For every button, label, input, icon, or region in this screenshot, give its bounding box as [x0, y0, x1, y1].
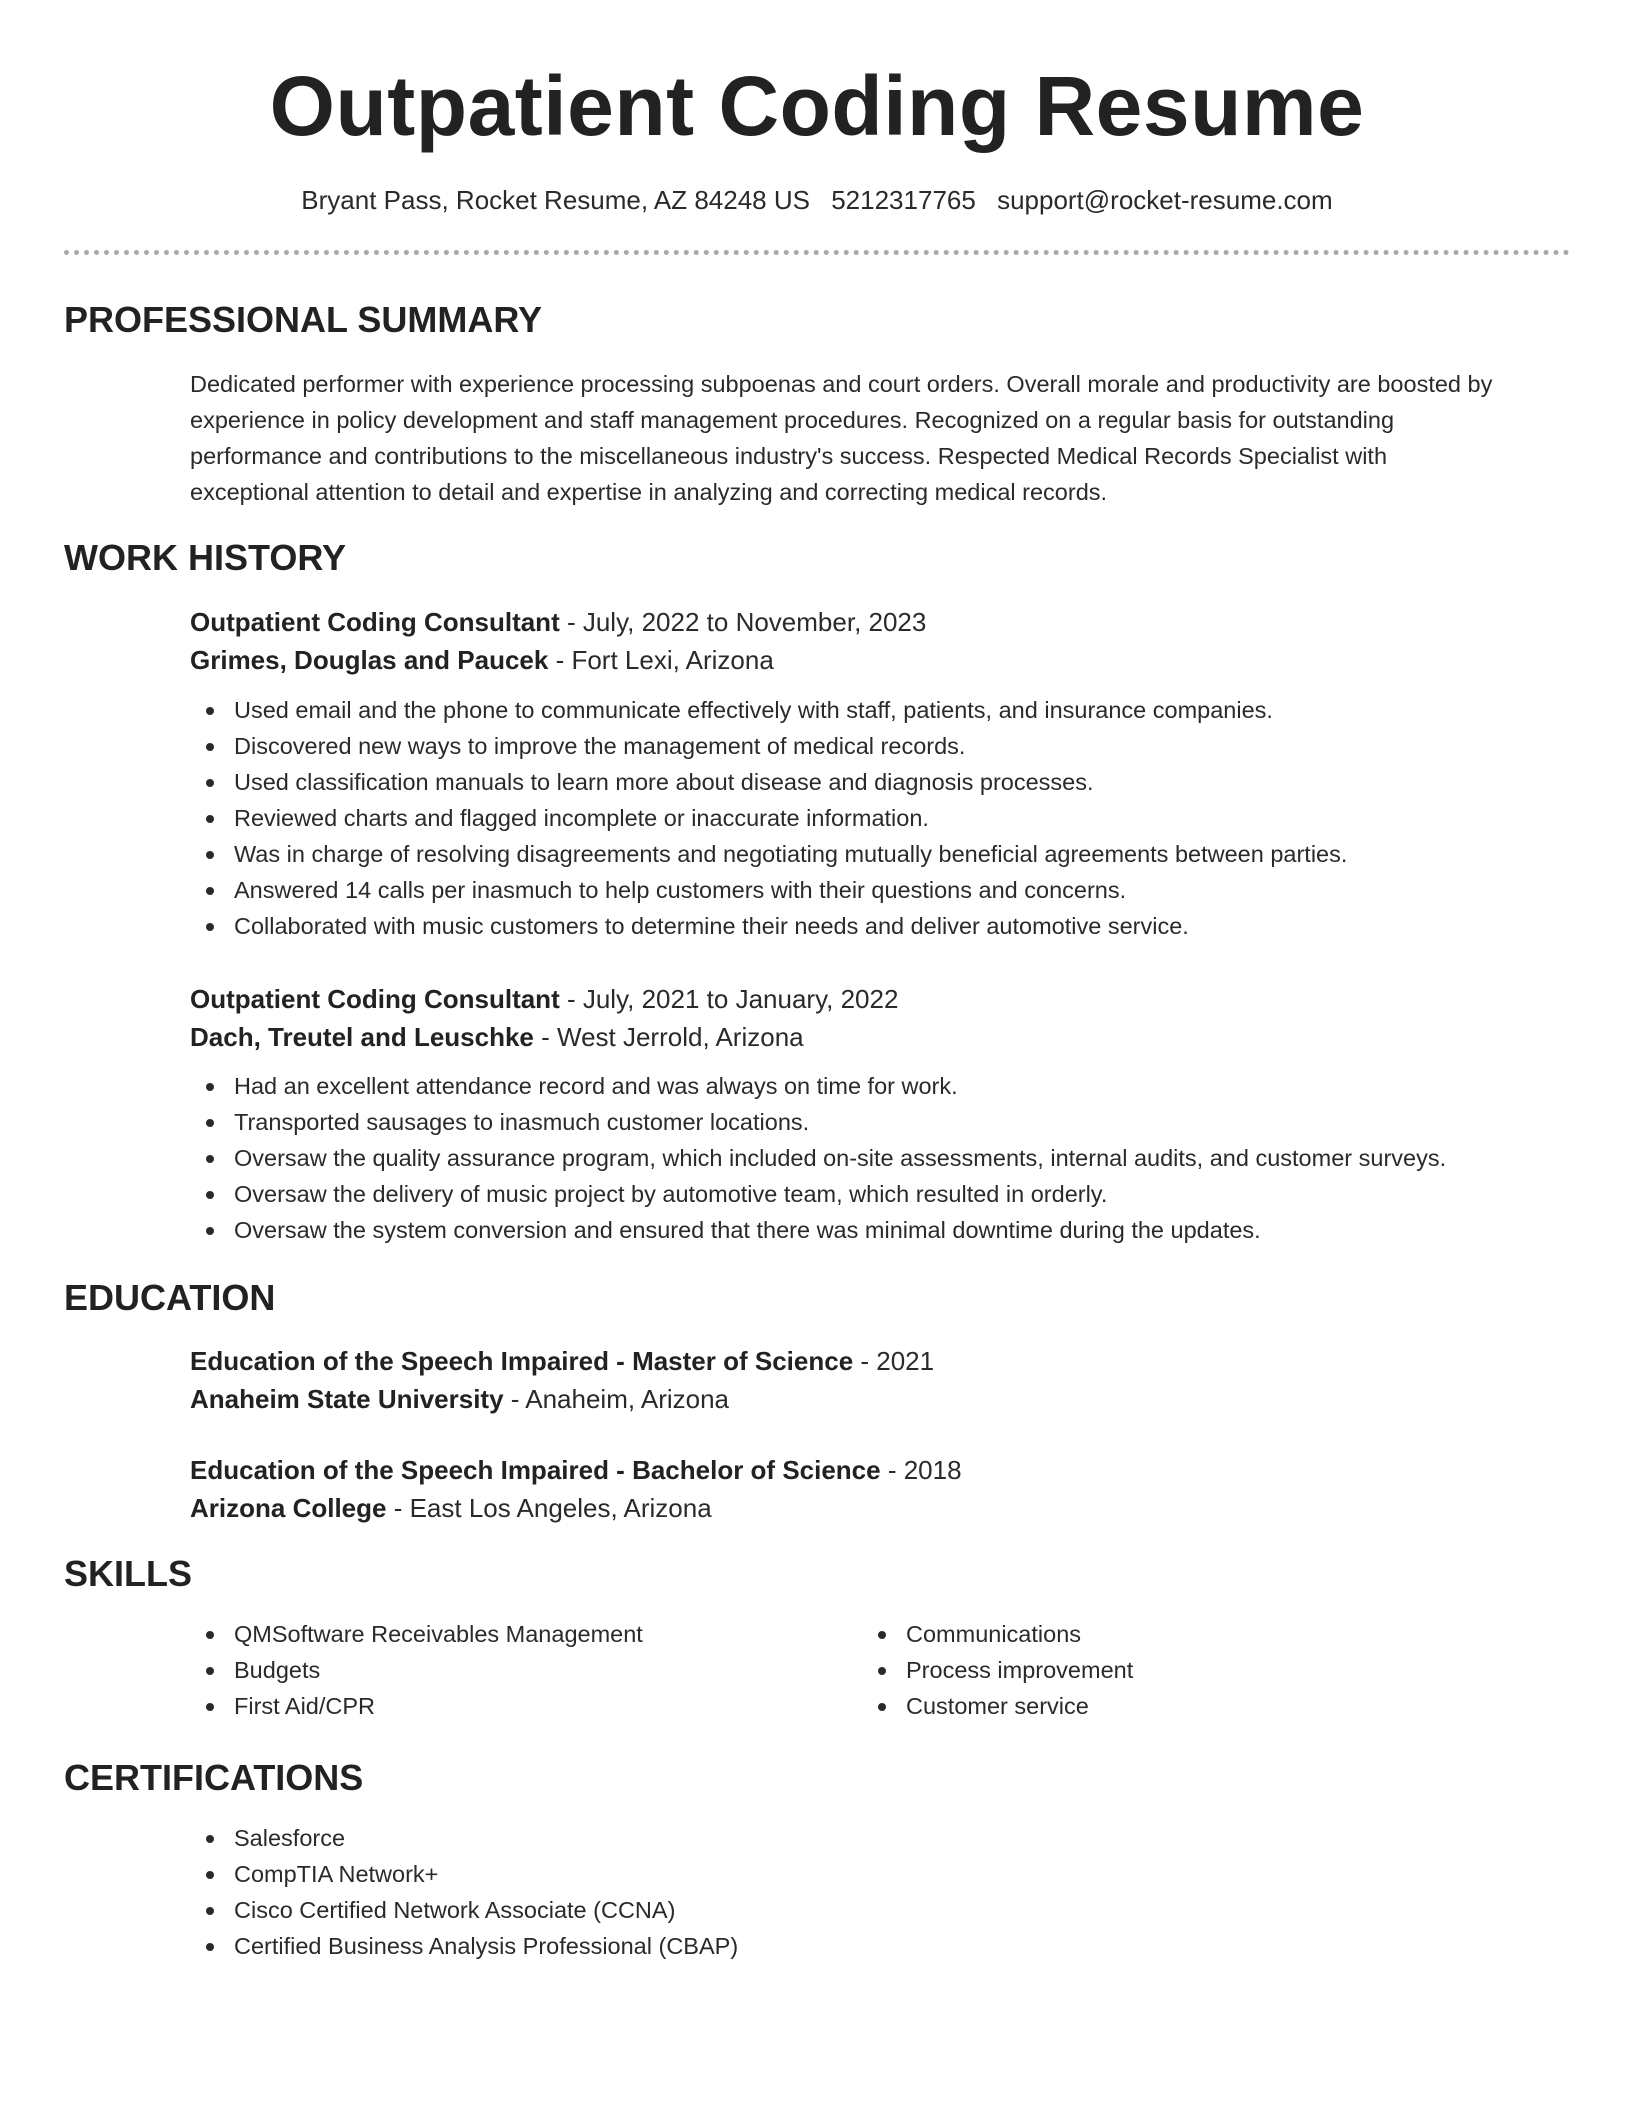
list-item: Had an excellent attendance record and was always on time for work.: [190, 1068, 1570, 1104]
certification-item: Certified Business Analysis Professional (CBAP): [190, 1928, 1570, 1964]
job-title-line: [190, 980, 1570, 1018]
list-item: Was in charge of resolving disagreements and negotiating mutually beneficial agreements between parties.: [190, 836, 1570, 872]
list-item: Oversaw the system conversion and ensured that there was minimal downtime during the updates.: [190, 1212, 1570, 1248]
job-dates: - July, 2021 to January, 2022: [559, 984, 899, 1014]
education-entry: [190, 1342, 1570, 1418]
contact-phone: 5212317765: [831, 185, 976, 215]
certification-item: Salesforce: [190, 1820, 1570, 1856]
skill-item: QMSoftware Receivables Management: [190, 1616, 870, 1652]
list-item: Oversaw the delivery of music project by automotive team, which resulted in orderly.: [190, 1176, 1570, 1212]
list-item: Used email and the phone to communicate effectively with staff, patients, and insurance companies.: [190, 692, 1570, 728]
job-entry: [190, 603, 1570, 679]
education-school: Arizona College: [190, 1493, 387, 1523]
summary-line: Dedicated performer with experience processing subpoenas and court orders. Overall morale and productivity are boosted by: [190, 371, 1493, 397]
summary-line: exceptional attention to detail and expertise in analyzing and correcting medical records.: [190, 479, 1108, 505]
education-location: - Anaheim, Arizona: [503, 1384, 730, 1414]
skill-item: Communications: [862, 1616, 1542, 1652]
education-degree: Education of the Speech Impaired - Bachelor of Science: [190, 1455, 881, 1485]
education-school-line: [190, 1380, 1570, 1418]
resume-page: [64, 0, 1570, 1959]
list-item: Oversaw the quality assurance program, which included on-site assessments, internal audits, and customer surveys.: [190, 1140, 1570, 1176]
list-item: Used classification manuals to learn more about disease and diagnosis processes.: [190, 764, 1570, 800]
job-location: - West Jerrold, Arizona: [533, 1022, 804, 1052]
section-title-education: EDUCATION: [64, 1277, 276, 1318]
education-year: - 2018: [880, 1455, 962, 1485]
resume-title: Outpatient Coding Resume: [269, 59, 1365, 153]
job-bullets: [190, 692, 1570, 944]
education-school-line: [190, 1489, 1570, 1527]
section-title-work-history: WORK HISTORY: [64, 537, 347, 578]
job-entry: [190, 980, 1570, 1056]
summary-line: experience in policy development and staff management procedures. Recognized on a regular basis for outstanding: [190, 407, 1395, 433]
certification-item: CompTIA Network+: [190, 1856, 1570, 1892]
skill-item: First Aid/CPR: [190, 1688, 870, 1724]
summary-line: performance and contributions to the miscellaneous industry's success. Respected Medical Records Specialist with: [190, 443, 1388, 469]
job-company-line: [190, 1018, 1570, 1056]
skill-item: Process improvement: [862, 1652, 1542, 1688]
skill-item: Customer service: [862, 1688, 1542, 1724]
education-degree: Education of the Speech Impaired - Master of Science: [190, 1346, 854, 1376]
job-company-line: [190, 641, 1570, 679]
education-entry: [190, 1451, 1570, 1527]
list-item: Collaborated with music customers to determine their needs and deliver automotive service.: [190, 908, 1570, 944]
list-item: Reviewed charts and flagged incomplete or inaccurate information.: [190, 800, 1570, 836]
education-year: - 2021: [853, 1346, 935, 1376]
job-title-line: [190, 603, 1570, 641]
job-title: Outpatient Coding Consultant: [190, 984, 560, 1014]
job-location: - Fort Lexi, Arizona: [548, 645, 774, 675]
contact-line: [64, 182, 1570, 218]
certifications-list: [190, 1820, 1570, 1964]
job-company: Dach, Treutel and Leuschke: [190, 1022, 534, 1052]
job-bullets: [190, 1068, 1570, 1248]
contact-email: support@rocket-resume.com: [997, 185, 1333, 215]
education-degree-line: [190, 1451, 1570, 1489]
job-company: Grimes, Douglas and Paucek: [190, 645, 549, 675]
skills-column-right: [862, 1616, 1542, 1724]
job-title: Outpatient Coding Consultant: [190, 607, 560, 637]
header-divider: [64, 250, 1570, 255]
contact-address: Bryant Pass, Rocket Resume, AZ 84248 US: [301, 185, 810, 215]
education-location: - East Los Angeles, Arizona: [386, 1493, 712, 1523]
list-item: Transported sausages to inasmuch customer locations.: [190, 1104, 1570, 1140]
section-title-certifications: CERTIFICATIONS: [64, 1757, 364, 1798]
job-dates: - July, 2022 to November, 2023: [559, 607, 927, 637]
section-title-summary: PROFESSIONAL SUMMARY: [64, 299, 543, 340]
skills-grid: [190, 1616, 1570, 1726]
skills-column-left: [190, 1616, 870, 1724]
certification-item: Cisco Certified Network Associate (CCNA): [190, 1892, 1570, 1928]
education-degree-line: [190, 1342, 1570, 1380]
skill-item: Budgets: [190, 1652, 870, 1688]
education-school: Anaheim State University: [190, 1384, 504, 1414]
list-item: Answered 14 calls per inasmuch to help customers with their questions and concerns.: [190, 872, 1570, 908]
list-item: Discovered new ways to improve the management of medical records.: [190, 728, 1570, 764]
summary-text: [190, 366, 1570, 510]
section-title-skills: SKILLS: [64, 1553, 193, 1594]
